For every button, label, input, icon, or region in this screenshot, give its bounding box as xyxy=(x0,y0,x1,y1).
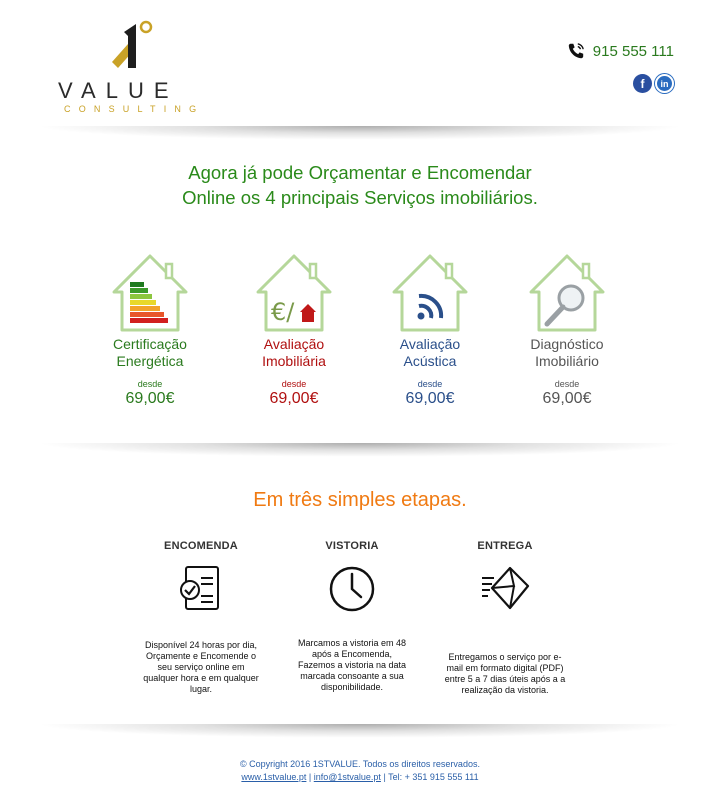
service-property-diagnosis[interactable] xyxy=(507,252,627,408)
footer-telephone: Tel: + 351 915 555 111 xyxy=(388,772,479,782)
service-title-line-2: Imobiliária xyxy=(262,353,326,369)
step-text-line: Orçamente e Encomende o xyxy=(145,651,257,661)
logo-subtitle: CONSULTING xyxy=(64,104,205,114)
step-description xyxy=(126,640,276,695)
svg-text:€/: €/ xyxy=(271,298,295,326)
service-price: 69,00€ xyxy=(125,390,175,407)
step-text-line: qualquer hora e em qualquer xyxy=(143,673,259,683)
headline-line-1: Agora já pode Orçamentar e Encomendar xyxy=(188,162,532,183)
checklist-icon xyxy=(178,564,224,614)
step-text-line: entre 5 a 7 dias úteis após a a xyxy=(444,674,566,684)
service-price-prefix: desde xyxy=(137,379,163,389)
footer-contact xyxy=(0,771,720,784)
step-text-line: Marcamos a vistoria em 48 xyxy=(297,638,407,648)
service-title-line-2: Energética xyxy=(116,353,184,369)
step-text-line: Disponível 24 horas por dia, xyxy=(144,640,258,650)
logo[interactable] xyxy=(58,18,208,114)
service-price: 69,00€ xyxy=(405,390,455,407)
step-description xyxy=(277,638,427,693)
service-acoustic-assessment[interactable] xyxy=(370,252,490,408)
footer-separator: | xyxy=(380,772,389,782)
step-text-line: seu serviço online em xyxy=(157,662,245,672)
step-text-line: mail em formato digital (PDF) xyxy=(446,663,564,673)
service-title-line-1: Diagnóstico xyxy=(530,336,604,352)
service-title-line-2: Imobiliário xyxy=(535,353,599,369)
service-price: 69,00€ xyxy=(542,390,592,407)
footer-email-link[interactable]: info@1stvalue.pt xyxy=(313,772,381,782)
step-delivery xyxy=(430,540,580,696)
sound-wave-icon xyxy=(390,252,470,334)
step-description xyxy=(430,652,580,696)
service-title-line-2: Acústica xyxy=(403,353,457,369)
service-energy-certification[interactable] xyxy=(90,252,210,408)
headline xyxy=(0,160,720,210)
divider xyxy=(36,126,684,144)
energy-rating-icon xyxy=(110,252,190,334)
divider xyxy=(36,443,684,461)
phone-contact[interactable] xyxy=(567,42,674,60)
step-text-line: Fazemos a vistoria na data xyxy=(297,660,407,670)
social-links xyxy=(633,74,674,93)
step-text-line: Entregamos o serviço por e- xyxy=(448,652,562,662)
phone-icon xyxy=(567,42,585,60)
step-order xyxy=(126,540,276,695)
step-text-line: após a Encomenda, xyxy=(311,649,393,659)
service-price-prefix: desde xyxy=(417,379,443,389)
step-text-line: lugar. xyxy=(189,684,213,694)
service-price-prefix: desde xyxy=(554,379,580,389)
step-text-line: realização da vistoria. xyxy=(461,685,549,695)
linkedin-icon[interactable]: in xyxy=(655,74,674,93)
footer xyxy=(0,758,720,784)
facebook-icon[interactable]: f xyxy=(633,74,652,93)
service-title-line-1: Avaliação xyxy=(263,336,325,352)
service-price: 69,00€ xyxy=(269,390,319,407)
clock-icon xyxy=(328,564,376,614)
steps-title: Em três simples etapas. xyxy=(253,489,467,511)
footer-separator: | xyxy=(306,772,314,782)
logo-wordmark: VALUE xyxy=(58,78,179,103)
service-title-line-1: Avaliação xyxy=(399,336,461,352)
service-title-line-1: Certificação xyxy=(113,336,187,352)
footer-website-link[interactable]: www.1stvalue.pt xyxy=(241,772,307,782)
step-title: ENTREGA xyxy=(477,540,533,552)
fast-mail-icon xyxy=(480,564,530,614)
step-text-line: marcada consoante a sua xyxy=(300,671,404,681)
divider xyxy=(36,724,684,742)
headline-line-2: Online os 4 principais Serviços imobiliários. xyxy=(182,187,538,208)
step-inspection xyxy=(277,540,427,693)
step-title: ENCOMENDA xyxy=(164,540,238,552)
step-title: VISTORIA xyxy=(325,540,379,552)
service-property-valuation[interactable] xyxy=(234,252,354,408)
service-price-prefix: desde xyxy=(281,379,307,389)
step-text-line: disponibilidade. xyxy=(320,682,384,692)
euro-house-icon xyxy=(254,252,334,334)
magnifier-icon xyxy=(527,252,607,334)
phone-number: 915 555 111 xyxy=(592,42,674,60)
footer-copyright: © Copyright 2016 1STVALUE. Todos os direitos reservados. xyxy=(240,759,480,769)
logo-mark-icon xyxy=(106,18,166,76)
